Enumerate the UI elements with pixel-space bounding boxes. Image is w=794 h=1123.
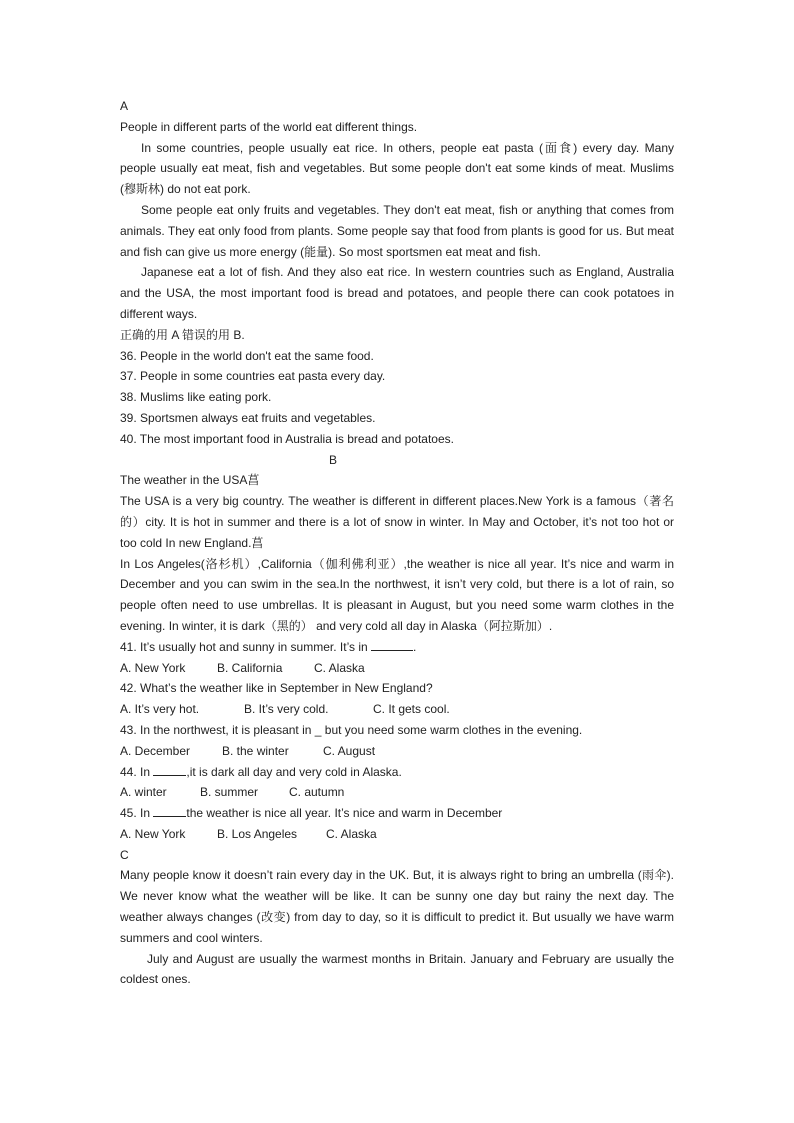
section-b-title: The weather in the USA菖 (120, 473, 260, 488)
question-43-options (120, 741, 674, 762)
question-42-options (120, 699, 674, 720)
question-45 (120, 803, 674, 824)
document-content (120, 96, 674, 990)
question-43: 43. In the northwest, it is pleasant in _ but you need some warm clothes in the evening. (120, 722, 583, 737)
section-c-paragraph: Many people know it doesn’t rain every day in the UK. But, it is always right to bring an umbrella (雨伞). We never know what the weather will be like. It can be sunny one day but rainy the next day. The weather always changes (改变) from day to day, so it is difficult to predict it. But usually we have warm summers and cool winters. (120, 868, 674, 945)
option-a: A. December (120, 743, 191, 758)
question-36: 36. People in the world don't eat the same food. (120, 348, 374, 363)
question-41-end: . (413, 639, 417, 654)
section-b-label: B (329, 452, 338, 467)
question-41-options (120, 658, 674, 679)
option-b: B. California (217, 660, 283, 675)
option-b: B. summer (200, 785, 259, 800)
question-41-text: 41. It’s usually hot and sunny in summer. It’s in (120, 639, 372, 654)
question-39: 39. Sportsmen always eat fruits and vegetables. (120, 410, 376, 425)
answer-blank (371, 639, 413, 651)
question-38: 38. Muslims like eating pork. (120, 390, 272, 405)
question-37: 37. People in some countries eat pasta every day. (120, 369, 386, 384)
question-44-text: 44. In (120, 764, 154, 779)
question-41 (120, 637, 674, 658)
option-b: B. the winter (222, 743, 289, 758)
question-44-end: ,it is dark all day and very cold in Alaska. (186, 764, 402, 779)
section-a-label: A (120, 99, 129, 113)
question-42: 42. What’s the weather like in September in New England? (120, 681, 433, 696)
section-a-paragraph: Some people eat only fruits and vegetables. They don't eat meat, fish or anything that comes from animals. They eat only food from plants. Some people say that food from plants is good for us. But meat and fish can give us more energy (能量). So most sportsmen eat meat and fish. (120, 202, 674, 259)
section-a-paragraph: Japanese eat a lot of fish. And they also eat rice. In western countries such as England, Australia and the USA, the most important food is bread and potatoes, and people there can cook potatoes in different ways. (120, 265, 674, 321)
option-a: A. It’s very hot. (120, 702, 200, 717)
section-a-intro: People in different parts of the world eat different things. (120, 119, 418, 134)
section-c-label: C (120, 847, 129, 862)
question-45-options (120, 824, 674, 845)
option-a: A. New York (120, 660, 186, 675)
option-c: C. Alaska (326, 826, 377, 841)
section-b-paragraph: The USA is a very big country. The weather is different in different places.New York is a famous（著名的）city. It is hot in summer and there is a lot of snow in winter. In May and October, it’s not too hot or too cold In new England.菖 (120, 494, 674, 550)
option-c: C. It gets cool. (373, 702, 450, 717)
option-c: C. Alaska (314, 660, 365, 675)
question-44 (120, 762, 674, 783)
option-a: A. winter (120, 785, 167, 800)
answer-blank (153, 805, 186, 817)
section-a-instruction: 正确的用 A 错误的用 B. (120, 327, 245, 342)
answer-blank (153, 764, 186, 776)
section-a-paragraph: In some countries, people usually eat rice. In others, people eat pasta (面食) every day. Many people usually eat meat, fish and vegetables. But some people don't eat some kinds of meat. Muslims (穆斯林) do not eat pork. (120, 140, 674, 197)
question-45-end: the weather is nice all year. It’s nice and warm in December (186, 806, 503, 821)
option-c: C. autumn (289, 785, 345, 800)
question-44-options (120, 782, 674, 803)
section-c-paragraph: July and August are usually the warmest months in Britain. January and February are usually the coldest ones. (120, 951, 674, 987)
section-b-paragraph: In Los Angeles(洛杉机）,California（伽利佛利亚）,the weather is nice all year. It’s nice and warm in December and you can swim in the sea.In the northwest, it isn’t very cold, but there is a lot of rain, so people often need to use umbrellas. It is pleasant in August, but you need some warm clothes in the evening. In winter, it is dark（黑的） and very cold all day in Alaska（阿拉斯加）. (120, 556, 674, 633)
option-b: B. Los Angeles (217, 826, 298, 841)
option-b: B. It’s very cold. (244, 702, 329, 717)
option-a: A. New York (120, 826, 186, 841)
question-40: 40. The most important food in Australia is bread and potatoes. (120, 431, 454, 446)
question-45-text: 45. In (120, 806, 154, 821)
option-c: C. August (323, 743, 376, 758)
